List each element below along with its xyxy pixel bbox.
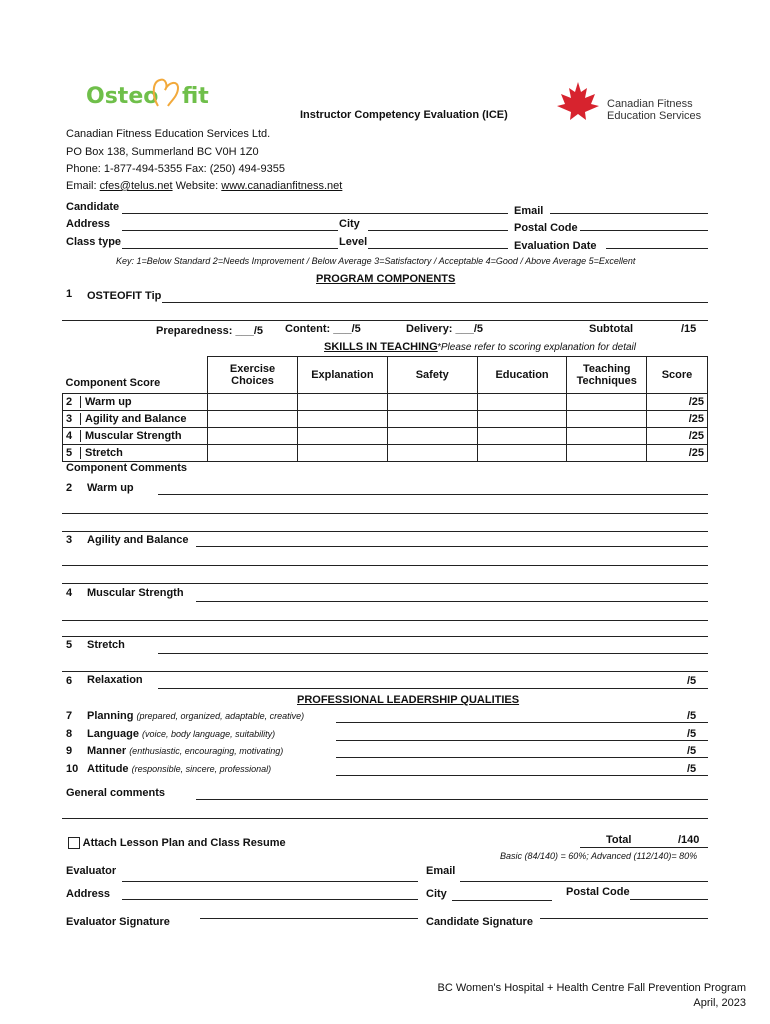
level-field[interactable]: [368, 248, 508, 249]
org-address: PO Box 138, Summerland BC V0H 1Z0: [66, 146, 259, 158]
leadership-7-desc: (prepared, organized, adaptable, creative): [136, 711, 305, 721]
leadership-9-label: Manner: [87, 745, 127, 757]
row-num: 4: [66, 430, 81, 442]
skills-heading: SKILLS IN TEACHING: [324, 341, 438, 353]
general-comments-field-2[interactable]: [62, 818, 708, 819]
cfes-logo: [555, 80, 702, 125]
leadership-9-score: /5: [687, 745, 697, 757]
form-title: Instructor Competency Evaluation (ICE): [300, 109, 508, 121]
leadership-7-field[interactable]: [336, 722, 708, 723]
leadership-10-score: /5: [687, 763, 697, 775]
fit-logo-text: fit: [182, 84, 209, 109]
candidate-label: Candidate: [66, 201, 120, 213]
leadership-8-num: 8: [66, 728, 73, 740]
total-max: /140: [678, 834, 700, 846]
comment-6-score: /5: [687, 675, 697, 687]
comment-3-field[interactable]: [196, 546, 708, 547]
skills-table: [62, 356, 708, 462]
row-label: [63, 444, 208, 461]
cell-explanation[interactable]: [297, 427, 387, 444]
item1-field[interactable]: [162, 302, 708, 303]
org-phone: Phone: 1-877-494-5355 Fax: (250) 494-9355: [66, 163, 285, 175]
eval-date-field[interactable]: [606, 248, 708, 249]
attach-lesson-plan[interactable]: [68, 837, 286, 849]
leadership-8-field[interactable]: [336, 740, 708, 741]
comment-2-label: Warm up: [87, 482, 134, 494]
leadership-9: [87, 745, 283, 757]
address-label: Address: [66, 218, 111, 230]
subtotal-label: Subtotal: [589, 323, 633, 335]
education-header: [477, 357, 567, 394]
cell-safety[interactable]: [387, 393, 477, 410]
evaluator-field[interactable]: [122, 881, 418, 882]
safety-header: [387, 357, 477, 394]
org-website-link[interactable]: www.canadianfitness.net: [221, 180, 343, 192]
comment-2-field-3[interactable]: [62, 531, 708, 532]
score-value: /25: [688, 412, 704, 425]
leadership-7-num: 7: [66, 710, 73, 722]
row-label: [63, 410, 208, 427]
score-value: /25: [688, 429, 704, 442]
cell-score[interactable]: [647, 410, 708, 427]
heart-icon: [150, 76, 180, 108]
comment-4-field-3[interactable]: [62, 636, 708, 637]
class-type-label: Class type: [66, 236, 122, 248]
evaluator-postal-field[interactable]: [630, 899, 708, 900]
cell-education[interactable]: [477, 427, 567, 444]
cell-safety[interactable]: [387, 410, 477, 427]
leadership-7-label: Planning: [87, 710, 134, 722]
evaluator-postal-label: Postal Code: [566, 886, 630, 898]
postal-field[interactable]: [580, 230, 708, 231]
comment-5-field[interactable]: [158, 653, 708, 654]
level-label: Level: [339, 236, 368, 248]
total-field[interactable]: [580, 847, 708, 848]
cell-exercise[interactable]: [208, 427, 298, 444]
row-text: Muscular Strength: [85, 429, 182, 442]
comment-4-label: Muscular Strength: [87, 587, 184, 599]
evaluator-city-field[interactable]: [452, 900, 552, 901]
subtotal-max: /15: [681, 323, 697, 335]
row-label: [63, 393, 208, 410]
comment-5-num: 5: [66, 639, 73, 651]
teaching-header-2: Techniques: [576, 374, 637, 387]
comment-6-field[interactable]: [158, 688, 708, 689]
leadership-10-label: Attitude: [87, 763, 129, 775]
item1-num: 1: [66, 288, 73, 300]
exercise-header-1: Exercise: [229, 362, 276, 375]
row-num: 3: [66, 413, 81, 425]
leadership-9-num: 9: [66, 745, 73, 757]
cell-exercise[interactable]: [208, 393, 298, 410]
comment-4-num: 4: [66, 587, 73, 599]
comment-6-label: Relaxation: [87, 674, 143, 686]
row-text: Stretch: [85, 446, 123, 459]
org-email-link[interactable]: cfes@telus.net: [99, 180, 173, 192]
leadership-7-score: /5: [687, 710, 697, 722]
comment-2-field[interactable]: [158, 494, 708, 495]
evaluator-signature-label: Evaluator Signature: [66, 916, 170, 928]
score-value: /25: [688, 395, 704, 408]
explanation-header: [297, 357, 387, 394]
comment-3-label: Agility and Balance: [87, 534, 189, 546]
cfes-logo-line1: Canadian Fitness: [607, 98, 693, 110]
cell-education[interactable]: [477, 393, 567, 410]
table-row: [63, 427, 708, 444]
total-label: Total: [606, 834, 632, 846]
cell-teaching[interactable]: [567, 410, 647, 427]
cell-explanation[interactable]: [297, 410, 387, 427]
candidate-field[interactable]: [122, 213, 508, 214]
rating-key: Key: 1=Below Standard 2=Needs Improvement / Below Average 3=Satisfactory / Acceptable 4=Good / Above Average 5=Excellent: [116, 256, 636, 266]
row-text: Warm up: [85, 395, 132, 408]
cell-education[interactable]: [477, 444, 567, 461]
comment-6-num: 6: [66, 675, 73, 687]
row-label: [63, 427, 208, 444]
comment-3-num: 3: [66, 534, 73, 546]
leadership-9-field[interactable]: [336, 757, 708, 758]
leadership-8-score: /5: [687, 728, 697, 740]
safety-text: Safety: [415, 368, 449, 381]
exercise-header-2: Choices: [231, 374, 274, 387]
cell-safety[interactable]: [387, 427, 477, 444]
cell-exercise[interactable]: [208, 444, 298, 461]
content: Content: ___/5: [285, 323, 361, 335]
cell-explanation[interactable]: [297, 393, 387, 410]
teaching-header: [567, 357, 647, 394]
program-name: BC Women's Hospital + Health Centre Fall Prevention Program: [437, 982, 746, 994]
table-row: [63, 444, 708, 461]
candidate-signature-label: Candidate Signature: [426, 916, 533, 928]
cfes-logo-line2: Education Services: [607, 110, 702, 122]
row-text: Agility and Balance: [85, 412, 187, 425]
leadership-9-desc: (enthusiastic, encouraging, motivating): [129, 746, 284, 756]
postal-label: Postal Code: [514, 222, 578, 234]
leadership-10: [87, 763, 271, 775]
cell-teaching[interactable]: [567, 393, 647, 410]
skills-header-row: [63, 357, 708, 394]
leadership-10-num: 10: [66, 763, 79, 775]
cell-teaching[interactable]: [567, 427, 647, 444]
maple-leaf-icon: [555, 80, 601, 122]
leadership-8-label: Language: [87, 728, 139, 740]
candidate-signature-field[interactable]: [540, 918, 708, 919]
class-type-field[interactable]: [122, 248, 338, 249]
osteofit-logo: [86, 84, 209, 109]
comment-2-num: 2: [66, 482, 73, 494]
teaching-header-1: Teaching: [583, 362, 631, 375]
osteo-logo-text: Osteo: [86, 84, 159, 109]
cell-score[interactable]: [647, 427, 708, 444]
cell-safety[interactable]: [387, 444, 477, 461]
comment-4-field-2[interactable]: [62, 620, 708, 621]
email-label: Email:: [66, 180, 97, 192]
org-contact: [66, 180, 342, 192]
leadership-7: [87, 710, 304, 722]
org-name: Canadian Fitness Education Services Ltd.: [66, 128, 271, 140]
leadership-10-desc: (responsible, sincere, professional): [131, 764, 272, 774]
evaluator-address-label: Address: [66, 888, 111, 900]
skills-note: *Please refer to scoring explanation for detail: [437, 342, 637, 353]
table-row: [63, 393, 708, 410]
evaluator-label: Evaluator: [66, 865, 117, 877]
cell-exercise[interactable]: [208, 410, 298, 427]
comment-5-field-2[interactable]: [62, 671, 708, 672]
leadership-10-field[interactable]: [336, 775, 708, 776]
comment-3-field-2[interactable]: [62, 565, 708, 566]
email-label-c: Email: [514, 205, 544, 217]
evaluator-city-label: City: [426, 888, 447, 900]
eval-date-label: Evaluation Date: [514, 240, 597, 252]
education-text: Education: [495, 368, 549, 381]
city-label: City: [339, 218, 360, 230]
website-label: Website:: [175, 180, 219, 192]
evaluator-email-label: Email: [426, 865, 456, 877]
component-score-header: [63, 357, 208, 394]
leadership-8: [87, 728, 275, 740]
delivery: Delivery: ___/5: [406, 323, 484, 335]
cell-explanation[interactable]: [297, 444, 387, 461]
program-heading: PROGRAM COMPONENTS: [316, 273, 456, 285]
comment-5-label: Stretch: [87, 639, 125, 651]
row-num: 5: [66, 447, 81, 459]
score-text: Score: [661, 368, 693, 381]
evaluator-email-field[interactable]: [460, 881, 708, 882]
general-comments-field[interactable]: [196, 799, 708, 800]
exercise-choices-header: [208, 357, 298, 394]
row-num: 2: [66, 396, 81, 408]
address-field[interactable]: [122, 230, 338, 231]
table-row: [63, 410, 708, 427]
comments-heading: Component Comments: [66, 462, 187, 474]
evaluator-address-field[interactable]: [122, 899, 418, 900]
cell-teaching[interactable]: [567, 444, 647, 461]
cell-score[interactable]: [647, 393, 708, 410]
cell-score[interactable]: [647, 444, 708, 461]
attach-checkbox[interactable]: [68, 837, 80, 849]
city-field[interactable]: [368, 230, 508, 231]
preparedness: Preparedness: ___/5: [156, 325, 264, 337]
leadership-8-desc: (voice, body language, suitability): [142, 729, 276, 739]
cell-education[interactable]: [477, 410, 567, 427]
score-header: [647, 357, 708, 394]
general-comments-label: General comments: [66, 787, 166, 799]
comment-4-field[interactable]: [196, 601, 708, 602]
document-date: April, 2023: [693, 997, 746, 1009]
leadership-heading: PROFESSIONAL LEADERSHIP QUALITIES: [297, 694, 520, 706]
attach-label: Attach Lesson Plan and Class Resume: [82, 837, 286, 849]
comment-2-field-2[interactable]: [62, 513, 708, 514]
evaluator-signature-field[interactable]: [200, 918, 418, 919]
item1-label: OSTEOFIT Tip: [87, 290, 162, 302]
component-score-text: Component Score: [65, 376, 161, 389]
score-value: /25: [688, 446, 704, 459]
item1-field-2[interactable]: [62, 320, 708, 321]
explanation-text: Explanation: [311, 368, 374, 381]
basic-advanced-note: Basic (84/140) = 60%; Advanced (112/140)= 80%: [500, 851, 698, 861]
email-field[interactable]: [550, 213, 708, 214]
comment-3-field-3[interactable]: [62, 583, 708, 584]
